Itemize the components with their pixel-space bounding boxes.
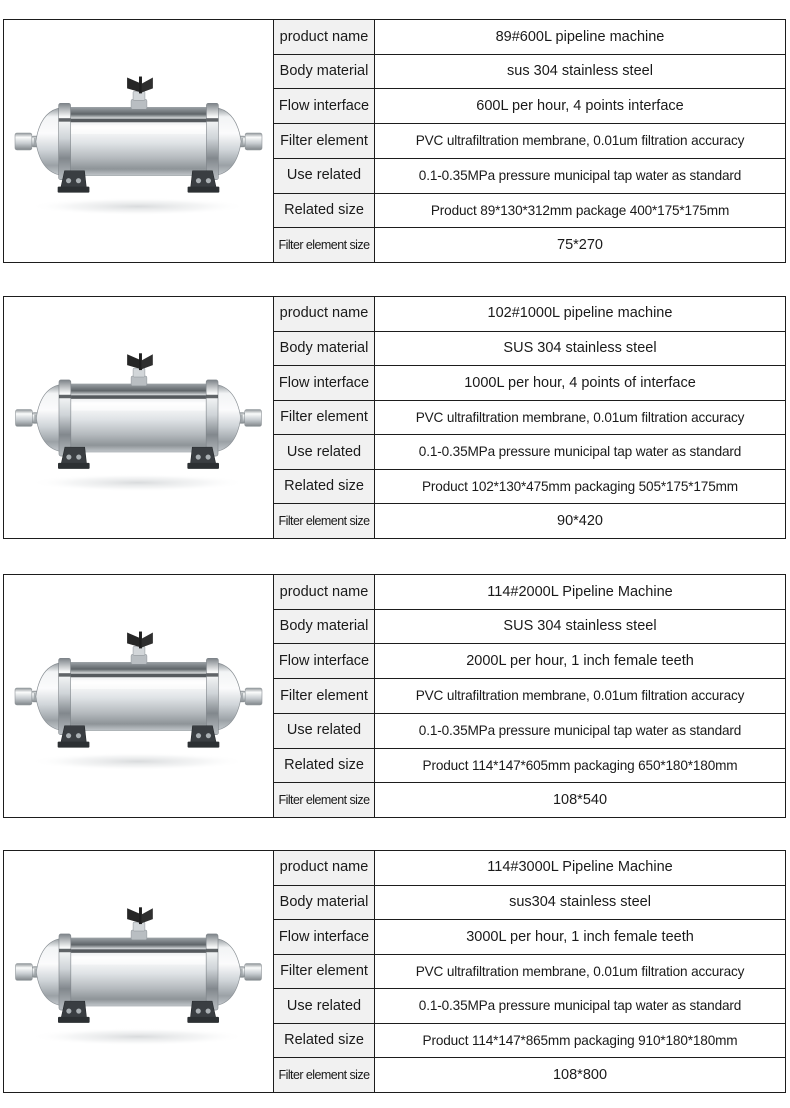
spec-label-product-name: product name (274, 851, 375, 885)
spec-row (274, 955, 785, 990)
product-image (4, 20, 273, 262)
spec-row (274, 1024, 785, 1059)
spec-row (274, 401, 785, 436)
spec-label-related-size: Related size (274, 1024, 375, 1058)
spec-row (274, 783, 785, 817)
cylindrical-body (65, 938, 212, 1006)
product-photo (4, 297, 274, 538)
spec-value-product-name: 114#3000L Pipeline Machine (375, 851, 785, 885)
spec-row (274, 159, 785, 194)
spec-value-filter-element-size: 108*800 (375, 1058, 785, 1092)
spec-label-flow-interface: Flow interface (274, 920, 375, 954)
spec-row (274, 332, 785, 367)
spec-value-use-related: 0.1-0.35MPa pressure municipal tap water as standard (375, 159, 785, 193)
spec-block (3, 296, 786, 539)
spec-value-filter-element: PVC ultrafiltration membrane, 0.01um filtration accuracy (375, 401, 785, 435)
shadow (29, 474, 246, 492)
spec-value-related-size: Product 89*130*312mm package 400*175*175mm (375, 194, 785, 228)
spec-row (274, 575, 785, 610)
spec-value-filter-element: PVC ultrafiltration membrane, 0.01um filtration accuracy (375, 955, 785, 989)
clamp-ring-right (206, 934, 218, 1010)
spec-label-filter-element-size: Filter element size (274, 228, 375, 262)
product-photo (4, 851, 274, 1092)
spec-label-filter-element: Filter element (274, 679, 375, 713)
spec-value-product-name: 89#600L pipeline machine (375, 20, 785, 54)
spec-label-filter-element: Filter element (274, 401, 375, 435)
spec-label-flow-interface: Flow interface (274, 89, 375, 123)
spec-value-flow-interface: 3000L per hour, 1 inch female teeth (375, 920, 785, 954)
spec-label-related-size: Related size (274, 749, 375, 783)
spec-label-filter-element-size: Filter element size (274, 783, 375, 817)
body-highlight (65, 956, 212, 965)
spec-block (3, 850, 786, 1093)
spec-row (274, 89, 785, 124)
spec-row (274, 886, 785, 921)
clamp-ring-left (59, 380, 71, 456)
spec-value-filter-element-size: 108*540 (375, 783, 785, 817)
spec-row (274, 920, 785, 955)
spec-label-product-name: product name (274, 575, 375, 609)
spec-row (274, 20, 785, 55)
spec-value-filter-element: PVC ultrafiltration membrane, 0.01um filtration accuracy (375, 679, 785, 713)
spec-block (3, 19, 786, 263)
spec-row (274, 644, 785, 679)
spec-row (274, 470, 785, 505)
spec-value-related-size: Product 114*147*865mm packaging 910*180*180mm (375, 1024, 785, 1058)
spec-value-related-size: Product 114*147*605mm packaging 650*180*180mm (375, 749, 785, 783)
clamp-ring-right (206, 103, 218, 179)
spec-label-flow-interface: Flow interface (274, 366, 375, 400)
clamp-ring-right (206, 380, 218, 456)
spec-row (274, 989, 785, 1024)
spec-value-body-material: SUS 304 stainless steel (375, 332, 785, 366)
spec-label-body-material: Body material (274, 332, 375, 366)
spec-value-use-related: 0.1-0.35MPa pressure municipal tap water as standard (375, 714, 785, 748)
spec-value-product-name: 114#2000L Pipeline Machine (375, 575, 785, 609)
spec-table (274, 851, 785, 1092)
spec-row (274, 228, 785, 262)
top-valve-handle (127, 353, 153, 386)
spec-value-body-material: sus304 stainless steel (375, 886, 785, 920)
spec-value-flow-interface: 600L per hour, 4 points interface (375, 89, 785, 123)
spec-label-body-material: Body material (274, 55, 375, 89)
spec-value-filter-element-size: 75*270 (375, 228, 785, 262)
spec-value-body-material: SUS 304 stainless steel (375, 610, 785, 644)
top-valve-handle (127, 632, 153, 665)
top-valve-handle (127, 77, 153, 110)
spec-row (274, 124, 785, 159)
spec-label-use-related: Use related (274, 714, 375, 748)
spec-value-filter-element: PVC ultrafiltration membrane, 0.01um filtration accuracy (375, 124, 785, 158)
spec-table (274, 20, 785, 262)
spec-row (274, 504, 785, 538)
cylindrical-body (65, 662, 213, 730)
spec-block (3, 574, 786, 818)
spec-label-filter-element: Filter element (274, 955, 375, 989)
spec-row (274, 435, 785, 470)
spec-row (274, 610, 785, 645)
spec-label-use-related: Use related (274, 435, 375, 469)
spec-value-use-related: 0.1-0.35MPa pressure municipal tap water as standard (375, 435, 785, 469)
spec-row (274, 679, 785, 714)
spec-value-flow-interface: 2000L per hour, 1 inch female teeth (375, 644, 785, 678)
spec-label-product-name: product name (274, 297, 375, 331)
spec-row (274, 297, 785, 332)
product-photo-svg (4, 297, 273, 538)
spec-label-product-name: product name (274, 20, 375, 54)
spec-label-related-size: Related size (274, 470, 375, 504)
spec-row (274, 366, 785, 401)
spec-value-use-related: 0.1-0.35MPa pressure municipal tap water as standard (375, 989, 785, 1023)
body-highlight (65, 680, 213, 689)
spec-table (274, 575, 785, 817)
clamp-ring-left (59, 103, 71, 179)
clamp-ring-right (206, 658, 218, 734)
product-image (4, 575, 273, 817)
shadow (29, 1028, 246, 1046)
spec-row (274, 714, 785, 749)
spec-label-related-size: Related size (274, 194, 375, 228)
spec-label-use-related: Use related (274, 989, 375, 1023)
body-specular-band (65, 395, 212, 399)
spec-value-flow-interface: 1000L per hour, 4 points of interface (375, 366, 785, 400)
spec-row (274, 1058, 785, 1092)
body-highlight (65, 125, 213, 134)
clamp-ring-left (59, 934, 71, 1010)
product-photo-svg (4, 575, 273, 817)
spec-table (274, 297, 785, 538)
spec-label-body-material: Body material (274, 886, 375, 920)
top-valve-handle (127, 907, 153, 940)
product-photo-svg (4, 851, 273, 1092)
product-photo-svg (4, 20, 273, 262)
product-image (4, 297, 273, 538)
spec-label-flow-interface: Flow interface (274, 644, 375, 678)
product-photo (4, 575, 274, 817)
spec-label-filter-element: Filter element (274, 124, 375, 158)
product-photo (4, 20, 274, 262)
cylindrical-body (65, 384, 212, 452)
spec-label-body-material: Body material (274, 610, 375, 644)
product-image (4, 851, 273, 1092)
spec-value-related-size: Product 102*130*475mm packaging 505*175*175mm (375, 470, 785, 504)
spec-label-use-related: Use related (274, 159, 375, 193)
spec-value-body-material: sus 304 stainless steel (375, 55, 785, 89)
body-specular-band (65, 674, 213, 678)
shadow (29, 753, 247, 771)
spec-value-product-name: 102#1000L pipeline machine (375, 297, 785, 331)
spec-row (274, 194, 785, 229)
clamp-ring-left (59, 658, 71, 734)
spec-label-filter-element-size: Filter element size (274, 504, 375, 538)
spec-row (274, 55, 785, 90)
cylindrical-body (65, 107, 213, 175)
body-specular-band (65, 949, 212, 953)
spec-label-filter-element-size: Filter element size (274, 1058, 375, 1092)
spec-row (274, 749, 785, 784)
body-specular-band (65, 119, 213, 123)
shadow (29, 198, 247, 216)
body-highlight (65, 402, 212, 411)
spec-value-filter-element-size: 90*420 (375, 504, 785, 538)
spec-row (274, 851, 785, 886)
